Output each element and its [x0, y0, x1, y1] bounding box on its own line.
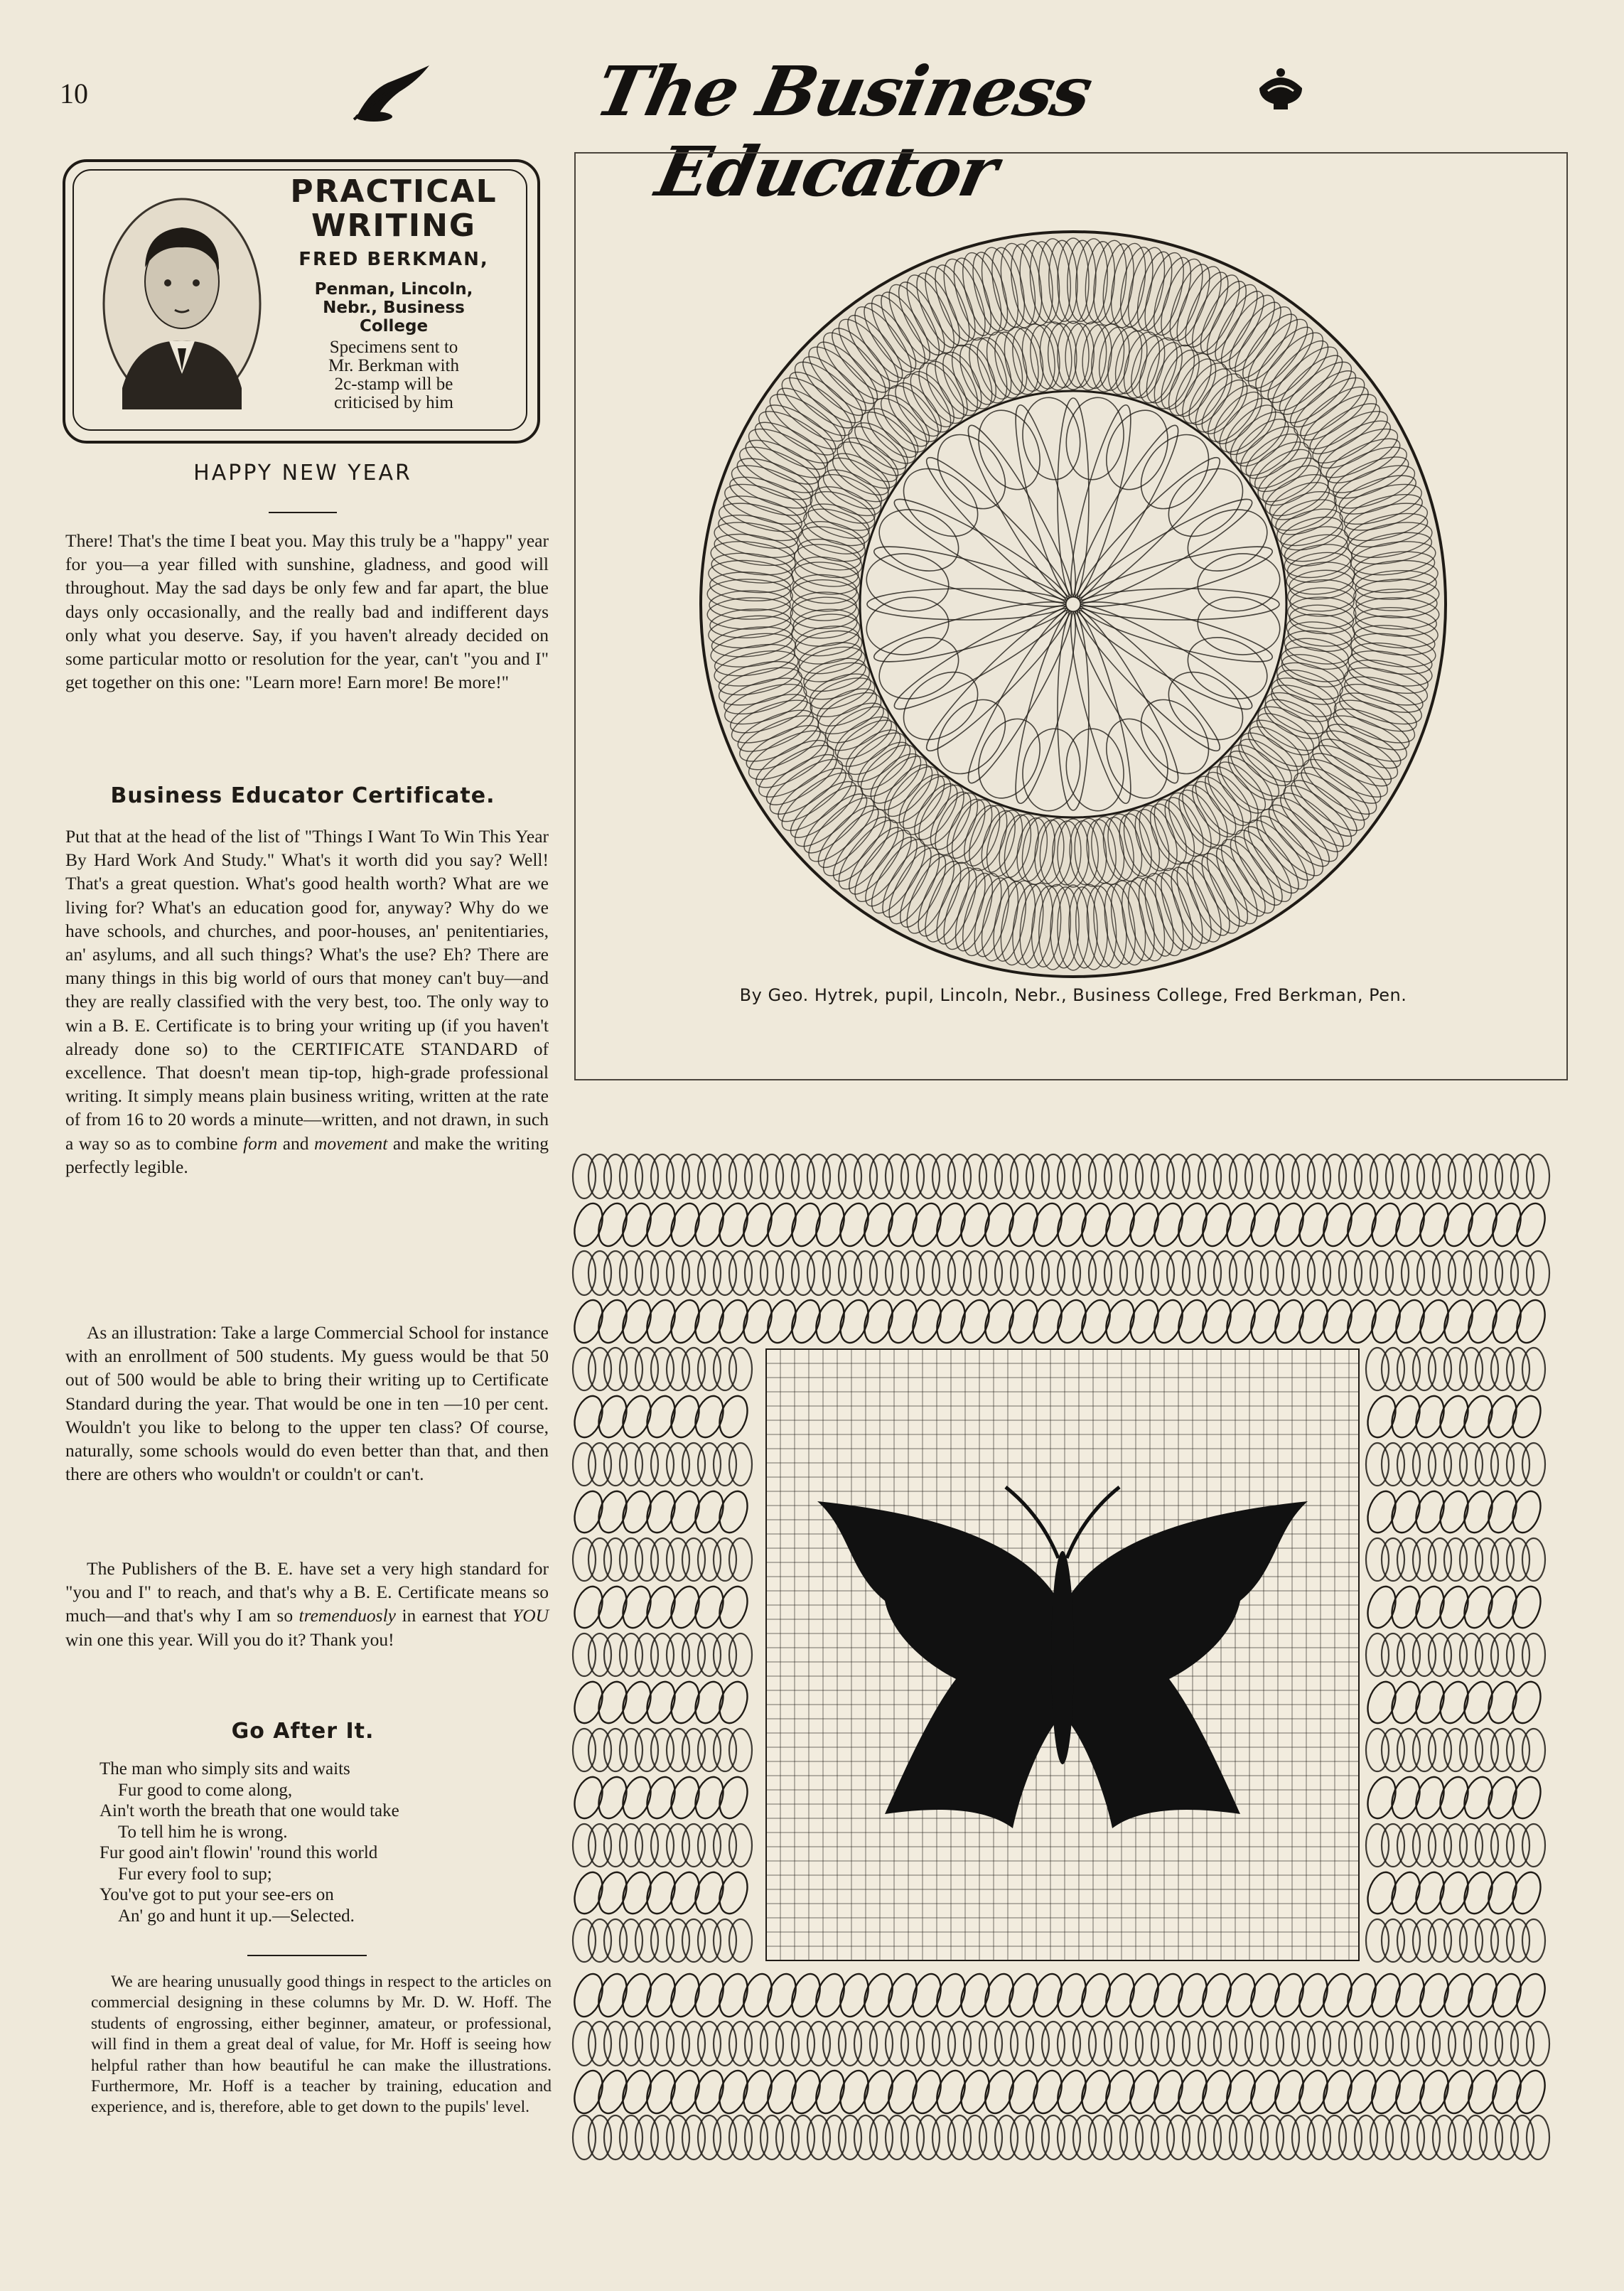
emphasis-tremenduosly: tremenduosly [299, 1605, 396, 1626]
rosette-illustration [697, 227, 1450, 981]
poem-line: Fur good ain't flowin' 'round this world [100, 1843, 378, 1862]
note-line2: Mr. Berkman with [328, 356, 459, 375]
subhead-certificate: Business Educator Certificate. [110, 783, 495, 808]
column-title-line2: WRITING [311, 208, 477, 244]
heading-rule [269, 512, 337, 513]
note-line1: Specimens sent to [329, 338, 458, 357]
cert-p1-text: Put that at the head of the list of "Things I Want To Win This Year By Hard Work And Study." What's it worth did you say? Well! That's a great question. What's good health worth? What are we living for? What's an education good for, anyway? Why do we have schools, and churches, and poor-houses, an' penitentiaries, an' asylums, and all such things? What's the use? Eh? There are many things in this big world of ours that money can't buy—and they are really classified with the very best, too. The only way to win a B. E. Certificate is to bring your writing up (if you haven't already done so) to the CERTIFICATE STANDARD of excellence. That doesn't mean tip-top, high-grade professional writing. It simply means plain business writing, written at the rate of from 16 to 20 words a minute—written, and not drawn, in such a way so as to combine [65, 826, 549, 1154]
emphasis-movement: movement [313, 1132, 388, 1154]
column-note [277, 338, 510, 412]
cert-p3-end: win one this year. Will you do it? Thank you! [65, 1629, 394, 1650]
certificate-paragraph-1 [65, 825, 549, 1179]
poem-line: An' go and hunt it up.—Selected. [118, 1906, 355, 1926]
certificate-paragraph-2: As an illustration: Take a large Commercial School for instance with an enrollment of 500 students. My guess would be that 50 out of 500 would be able to bring their writing up to Certificate Standard during the year. That would be one in ten —10 per cent. Wouldn't you like to belong to the upper ten class? Of course, naturally, some schools would do even better than that, and then there are others who wouldn't or couldn't or can't. [65, 1322, 549, 1485]
intro-paragraph: There! That's the time I beat you. May this truly be a "happy" year for you—a year filled with sunshine, gladness, and good will throughout. May the sad days be only few and far apart, the blue days only occasionally, and the really bad and indifferent days only what you deserve. Say, if you haven't already decided on some particular motto or resolution for the year, can't "you and I" get together on this one: "Learn more! Earn more! Be more!" [65, 530, 549, 693]
column-title [271, 175, 516, 243]
note-line3: 2c-stamp will be [334, 375, 453, 394]
poem-line: To tell him he is wrong. [118, 1822, 288, 1842]
column-author: FRED BERKMAN, [299, 249, 489, 270]
cert-p1-end: and make the writing perfectly legible. [65, 1132, 549, 1177]
emphasis-form: form [243, 1132, 278, 1154]
article-heading: HAPPY NEW YEAR [193, 461, 412, 485]
certificate-paragraph-3 [65, 1557, 549, 1651]
subhead-go-after-it: Go After It. [231, 1719, 375, 1744]
poem-line: Ain't worth the breath that one would take [100, 1801, 399, 1820]
poem [100, 1759, 540, 1926]
cert-p3-text: The Publishers of the B. E. have set a very high standard for "you and I" to reach, and that's why a B. E. Certificate means so much—and that's why I am so [65, 1558, 549, 1626]
rosette-caption: By Geo. Hytrek, pupil, Lincoln, Nebr., Business College, Fred Berkman, Pen. [739, 985, 1407, 1005]
closing-paragraph: We are hearing unusually good things in respect to the articles on commercial designing in these columns by Mr. D. W. Hoff. The students of engrossing, either beginner, amateur, or professional, will find in them a great deal of value, for Mr. Hoff is seeing how helpful rather than how beautiful he can make the illustrations. Furthermore, Mr. Hoff is a teacher by training, education and experience, and is, therefore, able to get down to the pupils' level. [91, 1973, 552, 2117]
poem-line: You've got to put your see-ers on [100, 1885, 334, 1904]
affiliation-line2: Nebr., Business [323, 299, 465, 317]
lamp-icon [1252, 60, 1309, 117]
cert-p1-and: and [282, 1132, 309, 1154]
poem-line: Fur every fool to sup; [118, 1864, 272, 1884]
emphasis-you: YOU [512, 1605, 549, 1626]
column-affiliation [271, 280, 516, 336]
affiliation-line1: Penman, Lincoln, [314, 280, 473, 299]
masthead-title: The Business Educator [588, 51, 1099, 212]
section-rule [247, 1955, 367, 1956]
column-title-line1: PRACTICAL [290, 173, 498, 210]
quill-icon [350, 60, 435, 124]
ovals-border-illustration [571, 1153, 1556, 2161]
page-number: 10 [60, 77, 88, 109]
affiliation-line3: College [359, 317, 429, 336]
poem-line: Fur good to come along, [118, 1780, 293, 1800]
portrait-photo [101, 196, 263, 411]
cert-p3-mid: in earnest that [402, 1605, 507, 1626]
note-line4: criticised by him [333, 393, 454, 412]
poem-line: The man who simply sits and waits [100, 1759, 350, 1778]
